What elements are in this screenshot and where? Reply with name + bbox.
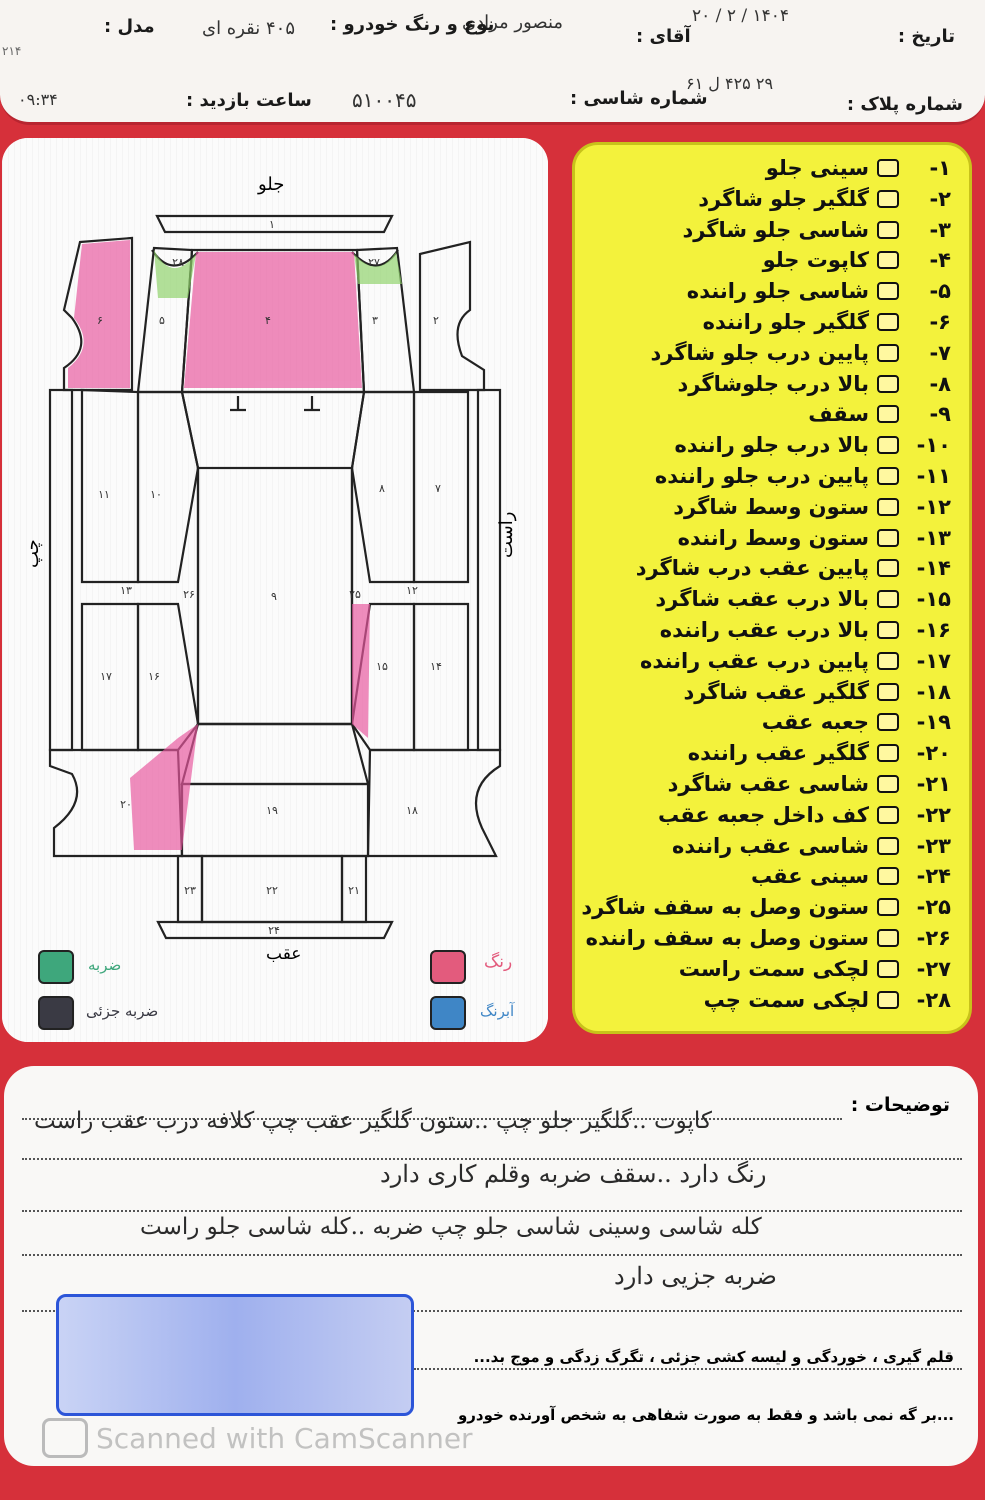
notes-panel [4,1066,978,1466]
checklist-checkbox[interactable] [877,775,899,793]
checklist-item-label: گلگیر عقب راننده [687,741,869,766]
checklist-item[interactable] [672,831,951,861]
model-side-note: ۲۱۴ [2,44,22,58]
checklist-item-number: ۷- [929,340,951,365]
legend-dent-swatch [38,950,74,984]
checklist-checkbox[interactable] [877,436,899,454]
num-24: ۲۴ [268,924,280,937]
checklist-item[interactable] [698,184,951,214]
car-diagram-panel [2,138,548,1042]
checklist-item-label: شاسی عقب راننده [671,833,869,858]
checklist-item-number: ۱۹- [916,710,951,735]
num-16: ۱۶ [148,670,160,683]
checklist-item[interactable] [581,892,951,922]
num-22: ۲۲ [266,884,278,897]
chassis-value: ۵۱۰۰۴۵ [352,88,417,112]
checklist-checkbox[interactable] [877,251,899,269]
right-side-label: راست [496,511,517,558]
checklist-item-label: پایین عقب درب شاگرد [635,556,869,581]
checklist-checkbox[interactable] [877,159,899,177]
car-value: ۴۰۵ نقره ای [202,18,296,39]
checklist-checkbox[interactable] [877,837,899,855]
car-label: نوع و رنگ خودرو : [330,14,495,35]
checklist-item[interactable] [586,923,951,953]
checklist-item-label: گلگیر جلو راننده [702,310,869,334]
checklist-checkbox[interactable] [877,375,899,393]
checklist-item-number: ۱۷- [916,648,951,673]
checklist-item-number: ۲۸- [916,987,951,1012]
checklist-item-label: سینی عقب [750,864,869,889]
header-form [0,0,985,125]
model-label: مدل : [104,16,155,37]
checklist-checkbox[interactable] [877,960,899,978]
num-2: ۲ [433,314,439,327]
checklist-item-label: شاسی جلو راننده [686,279,869,304]
checklist-checkbox[interactable] [877,929,899,947]
plate-label: شماره پلاک : [846,94,963,115]
checklist-item-number: ۶- [929,310,951,334]
checklist-item[interactable] [704,985,951,1015]
checklist-checkbox[interactable] [877,991,899,1009]
car-body-diagram [2,138,548,1042]
checklist-item[interactable] [660,615,951,645]
note-text-3: کله شاسی وسینی شاسی جلو چپ ضربه ..کله شاسی جلو راست [140,1214,762,1240]
checklist-item[interactable] [668,769,951,799]
checklist-checkbox[interactable] [877,344,899,362]
num-1: ۱ [269,218,275,231]
checklist-item[interactable] [687,276,951,306]
checklist-item-label: جعبه عقب [761,710,869,735]
checklist-item-label: سقف [808,402,869,427]
left-side-label: چپ [22,539,43,568]
num-12: ۱۲ [406,584,418,597]
checklist-item[interactable] [658,800,951,830]
checklist-item[interactable] [678,523,951,553]
checklist-item[interactable] [751,861,951,891]
checklist-item[interactable] [651,338,952,368]
checklist-item-label: ستون وسط شاگرد [673,494,869,519]
checklist-item-number: ۴- [929,248,951,273]
notes-line-6 [414,1368,962,1370]
checklist-item[interactable] [679,954,951,984]
checklist-item-label: سینی جلو [765,156,869,180]
num-10: ۱۰ [150,488,162,501]
checklist-checkbox[interactable] [877,559,899,577]
num-11: ۱۱ [98,488,110,501]
num-15: ۱۵ [376,660,388,673]
checklist-item-number: ۱۲- [916,494,951,519]
checklist-item-number: ۲۲- [916,802,951,827]
checklist-item-label: گلگیر عقب شاگرد [683,679,869,704]
legend-dent-label: ضربه [88,956,122,974]
num-9: ۹ [271,590,277,603]
legend-tin-label: آبرنگ [480,1002,515,1020]
camscanner-logo-icon [42,1418,88,1458]
checklist-item-number: ۵- [929,279,951,304]
checklist-item[interactable] [655,461,951,491]
checklist-checkbox[interactable] [877,467,899,485]
num-8: ۸ [379,482,385,495]
num-19: ۱۹ [266,804,278,817]
checklist-item-label: پایین درب جلو راننده [654,464,869,488]
checklist-item-number: ۱۴- [916,556,951,581]
checklist-item-label: بالا درب جلو راننده [674,433,869,458]
scanner-watermark: Scanned with CamScanner [96,1422,473,1455]
num-25: ۲۵ [349,588,361,601]
blurred-stamp [56,1294,414,1416]
checklist-item-label: گلگیر جلو شاگرد [698,186,869,211]
checklist-item-number: ۸- [929,371,951,396]
checklist-item[interactable] [673,492,951,522]
num-18: ۱۸ [406,804,418,817]
checklist-checkbox[interactable] [877,405,899,423]
num-27: ۲۷ [368,256,380,269]
checklist-checkbox[interactable] [877,190,899,208]
note-text-2: رنگ دارد ..سقف ضربه وقلم کاری دارد [380,1160,767,1188]
printed-text-2: ...بر گه نمی باشد و فقط به صورت شفاهی به شخص آورنده خودرو [457,1406,954,1424]
checklist-item-label: کاپوت جلو [762,248,869,273]
checklist-item-label: ستون وسط راننده [677,525,869,550]
num-3: ۳ [372,314,378,327]
checklist-item-label: شاسی عقب شاگرد [667,772,869,796]
checklist-item[interactable] [688,738,951,768]
checklist-item-number: ۱۳- [916,525,951,550]
paint-mark-hood [184,252,362,388]
legend-paint-label: رنگ [484,952,513,972]
checklist-item-label: ستون وصل به سقف راننده [585,926,869,950]
paint-mark-rear-pillar-passenger [352,604,370,738]
date-value: ۱۴۰۴ / ۲ / ۲۰ [692,6,790,26]
checklist-item-number: ۱۰- [916,433,951,458]
num-23: ۲۳ [184,884,196,897]
num-7: ۷ [435,482,441,495]
notes-line-4 [22,1254,962,1256]
checklist-item-label: شاسی جلو شاگرد [682,217,869,242]
checklist-item[interactable] [762,707,951,737]
checklist-item[interactable] [763,245,951,275]
visit-time-value: ۰۹:۳۴ [18,90,58,109]
checklist-checkbox[interactable] [877,867,899,885]
checklist-item-number: ۹- [929,402,951,427]
notes-title: توضیحات : [850,1094,950,1116]
checklist-item-number: ۱۱- [916,464,951,488]
checklist-item[interactable] [678,369,951,399]
checklist-item-label: پایین درب جلو شاگرد [650,340,869,365]
num-14: ۱۴ [430,660,442,673]
checklist-checkbox[interactable] [877,221,899,239]
checklist-item-label: بالا درب عقب راننده [659,618,869,642]
legend-tin-swatch [430,996,466,1030]
front-label: جلو [258,174,285,195]
legend-minor-dent-label: ضربه جزئی [86,1002,159,1020]
checklist-checkbox[interactable] [877,498,899,516]
checklist-item-number: ۲۷- [916,956,951,981]
checklist-checkbox[interactable] [877,806,899,824]
checklist-item-number: ۱۵- [916,587,951,612]
num-5: ۵ [159,314,165,327]
checklist-checkbox[interactable] [877,713,899,731]
printed-text-1: قلم گیری ، خوردگی و لیسه کشی جزئی ، تگرگ زدگی و موج بد... [473,1348,954,1366]
checklist-item-number: ۲۴- [916,864,951,889]
checklist-item-number: ۳- [929,217,951,242]
checklist-item-label: پایین درب عقب راننده [640,648,869,673]
checklist-checkbox[interactable] [877,621,899,639]
checklist-item[interactable] [682,215,951,245]
checklist-checkbox[interactable] [877,590,899,608]
plate-value: ۲۹ ۴۲۵ ل ۶۱ [686,74,774,93]
mr-label: آقای : [636,26,691,47]
checklist-checkbox[interactable] [877,683,899,701]
checklist-checkbox[interactable] [877,313,899,331]
checklist-item-number: ۲۶- [916,926,951,950]
checklist-item[interactable] [636,553,951,583]
checklist-item-number: ۲۱- [916,772,951,796]
num-6: ۶ [97,314,103,327]
checklist-item-label: بالا درب جلوشاگرد [677,371,869,396]
num-4: ۴ [265,314,271,327]
checklist-checkbox[interactable] [877,744,899,762]
checklist-checkbox[interactable] [877,652,899,670]
checklist-item-number: ۲۵- [916,895,951,920]
mr-value: منصور مرادی [462,12,564,33]
num-28: ۲۸ [172,256,184,269]
checklist-item-number: ۲۳- [916,833,951,858]
num-21: ۲۱ [348,884,360,897]
checklist-item[interactable] [655,584,951,614]
notes-line-3 [22,1210,962,1212]
checklist-item[interactable] [703,307,951,337]
checklist-item[interactable] [683,677,951,707]
checklist-item-number: ۱۸- [916,679,951,704]
checklist-item-label: ستون وصل به سقف شاگرد [581,895,869,920]
num-17: ۱۷ [100,670,112,683]
inspection-checklist [572,142,972,1034]
chassis-label: شماره شاسی : [570,88,708,109]
checklist-item-label: کف داخل جعبه عقب [658,802,869,827]
note-text-1: کاپوت ..گلگیر جلو چپ ..ستون گلگیر عقب چپ کلافه درب عقب راست [34,1108,712,1134]
note-text-4: ضربه جزیی دارد [614,1262,777,1290]
checklist-item-number: ۱- [929,156,951,180]
num-26: ۲۶ [183,588,195,601]
checklist-item[interactable] [766,153,951,183]
checklist-item-label: لچکی سمت راست [678,956,869,981]
checklist-item-number: ۲۰- [916,741,951,766]
num-13: ۱۳ [120,584,132,597]
legend-minor-dent-swatch [38,996,74,1030]
checklist-item-number: ۱۶- [916,618,951,642]
checklist-checkbox[interactable] [877,898,899,916]
checklist-checkbox[interactable] [877,282,899,300]
checklist-item-label: بالا درب عقب شاگرد [655,587,869,612]
checklist-item[interactable] [675,430,951,460]
checklist-item-number: ۲- [929,186,951,211]
checklist-item[interactable] [640,646,951,676]
checklist-item[interactable] [808,399,951,429]
checklist-checkbox[interactable] [877,529,899,547]
rear-label: عقب [266,944,302,964]
num-20: ۲۰ [120,798,132,811]
visit-time-label: ساعت بازدید : [186,90,312,111]
checklist-item-label: لچکی سمت چپ [703,987,869,1012]
legend-paint-swatch [430,950,466,984]
date-label: تاریخ : [897,26,955,47]
